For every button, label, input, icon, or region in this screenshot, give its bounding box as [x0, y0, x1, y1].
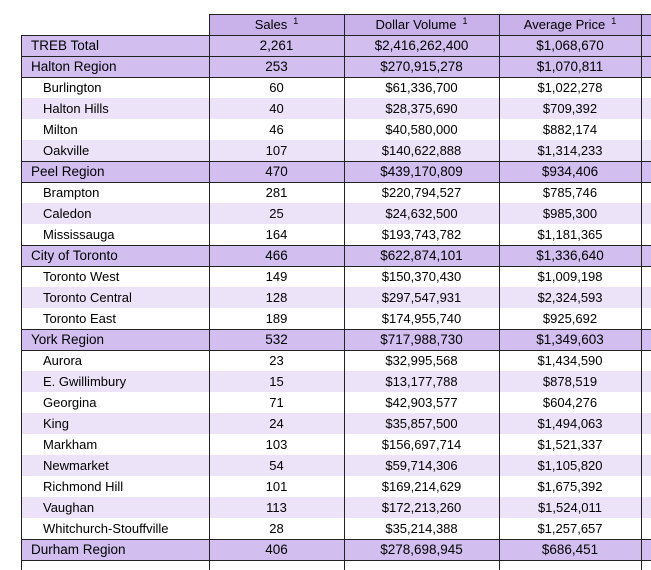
table-row — [21, 392, 651, 413]
row-extra-cell — [641, 329, 651, 350]
row-sales-cell: 23 — [209, 350, 344, 371]
row-extra-cell — [641, 434, 651, 455]
row-volume-cell: $35,214,388 — [344, 518, 499, 539]
row-extra-cell — [641, 287, 651, 308]
table-row — [21, 413, 651, 434]
row-extra-cell — [641, 140, 651, 161]
row-rule — [21, 182, 651, 183]
header-top-rule — [209, 14, 651, 15]
column-rule — [21, 35, 22, 570]
row-name-cell: Newmarket — [21, 455, 209, 476]
row-volume-cell: $61,336,700 — [344, 77, 499, 98]
header-average-price — [499, 14, 641, 35]
row-name-cell: City of Toronto — [21, 245, 209, 266]
row-volume-cell: $270,915,278 — [344, 56, 499, 77]
row-sales-cell: 189 — [209, 308, 344, 329]
row-average-price-cell: $1,070,811 — [499, 56, 641, 77]
row-average-price-cell: $785,746 — [499, 182, 641, 203]
row-name-cell: York Region — [21, 329, 209, 350]
table-row — [21, 224, 651, 245]
table-row — [21, 119, 651, 140]
row-rule — [21, 560, 651, 561]
column-rule — [344, 14, 345, 570]
row-sales-cell: 54 — [209, 455, 344, 476]
row-extra-cell — [641, 455, 651, 476]
header-extra-cell — [641, 14, 651, 35]
row-extra-cell — [641, 266, 651, 287]
row-average-price-cell: $709,392 — [499, 98, 641, 119]
row-volume-cell: $35,857,500 — [344, 413, 499, 434]
table-row — [21, 350, 651, 371]
row-sales-cell: 107 — [209, 140, 344, 161]
table-row — [21, 140, 651, 161]
row-rule — [21, 161, 651, 162]
row-average-price-cell: $1,675,392 — [499, 476, 641, 497]
header-sales-label: Sales — [254, 17, 288, 32]
row-sales-cell: 253 — [209, 56, 344, 77]
row-sales-cell: 466 — [209, 245, 344, 266]
row-rule — [21, 35, 651, 36]
row-volume-cell: $140,622,888 — [344, 140, 499, 161]
row-sales-cell: 2,261 — [209, 35, 344, 56]
row-extra-cell — [641, 35, 651, 56]
row-extra-cell — [641, 203, 651, 224]
row-name-cell: Oakville — [21, 140, 209, 161]
row-name-cell: Brampton — [21, 182, 209, 203]
row-average-price-cell: $1,257,657 — [499, 518, 641, 539]
row-name-cell: Georgina — [21, 392, 209, 413]
row-sales-cell: 24 — [209, 413, 344, 434]
row-name-cell: Whitchurch-Stouffville — [21, 518, 209, 539]
row-volume-cell: $278,698,945 — [344, 539, 499, 560]
region-row — [21, 161, 651, 182]
header-average-price-label: Average Price — [523, 17, 606, 32]
row-name-cell: King — [21, 413, 209, 434]
table-row — [21, 455, 651, 476]
row-name-cell: Aurora — [21, 350, 209, 371]
row-rule — [21, 266, 651, 267]
row-average-price-cell: $925,692 — [499, 308, 641, 329]
footnote-marker: 1 — [611, 16, 617, 26]
row-sales-cell: 25 — [209, 203, 344, 224]
row-name-cell: E. Gwillimbury — [21, 371, 209, 392]
row-extra-cell — [641, 518, 651, 539]
region-row — [21, 539, 651, 560]
row-volume-cell: $24,632,500 — [344, 203, 499, 224]
row-name-cell: Caledon — [21, 203, 209, 224]
row-extra-cell — [641, 476, 651, 497]
row-volume-cell: $156,697,714 — [344, 434, 499, 455]
row-extra-cell — [641, 182, 651, 203]
row-name-cell: Mississauga — [21, 224, 209, 245]
column-rule — [209, 14, 210, 570]
row-volume-cell: $622,874,101 — [344, 245, 499, 266]
row-average-price-cell: $1,349,603 — [499, 329, 641, 350]
column-rule — [641, 14, 642, 570]
row-sales-cell: 113 — [209, 497, 344, 518]
row-rule — [21, 56, 651, 57]
total-row — [21, 35, 651, 56]
row-name-cell: Burlington — [21, 77, 209, 98]
row-name-cell: Toronto West — [21, 266, 209, 287]
row-sales-cell: 470 — [209, 161, 344, 182]
row-extra-cell — [641, 161, 651, 182]
region-row — [21, 329, 651, 350]
row-volume-cell: $59,714,306 — [344, 455, 499, 476]
row-average-price-cell: $1,009,198 — [499, 266, 641, 287]
header-blank-cell — [21, 14, 209, 35]
row-sales-cell: 149 — [209, 266, 344, 287]
region-row — [21, 56, 651, 77]
table-row — [21, 182, 651, 203]
row-volume-cell: $172,213,260 — [344, 497, 499, 518]
row-average-price-cell: $1,181,365 — [499, 224, 641, 245]
row-extra-cell — [641, 497, 651, 518]
table-row — [21, 518, 651, 539]
footnote-marker: 1 — [293, 16, 299, 26]
row-volume-cell: $150,370,430 — [344, 266, 499, 287]
column-rule — [499, 14, 500, 570]
row-sales-cell: 40 — [209, 98, 344, 119]
row-extra-cell — [641, 350, 651, 371]
row-extra-cell — [641, 245, 651, 266]
row-average-price-cell: $2,324,593 — [499, 287, 641, 308]
row-average-price-cell: $985,300 — [499, 203, 641, 224]
table-row — [21, 287, 651, 308]
row-volume-cell: $439,170,809 — [344, 161, 499, 182]
row-volume-cell: $220,794,527 — [344, 182, 499, 203]
row-average-price-cell: $1,105,820 — [499, 455, 641, 476]
row-name-cell: Halton Hills — [21, 98, 209, 119]
row-extra-cell — [641, 98, 651, 119]
table-row — [21, 371, 651, 392]
row-extra-cell — [641, 308, 651, 329]
row-rule — [21, 77, 651, 78]
row-volume-cell: $42,903,577 — [344, 392, 499, 413]
region-row — [21, 245, 651, 266]
row-extra-cell — [641, 539, 651, 560]
row-volume-cell: $169,214,629 — [344, 476, 499, 497]
row-extra-cell — [641, 119, 651, 140]
table-row — [21, 266, 651, 287]
row-sales-cell: 281 — [209, 182, 344, 203]
row-volume-cell: $297,547,931 — [344, 287, 499, 308]
row-sales-cell: 28 — [209, 518, 344, 539]
row-rule — [21, 539, 651, 540]
row-average-price-cell: $1,524,011 — [499, 497, 641, 518]
row-volume-cell: $28,375,690 — [344, 98, 499, 119]
row-sales-cell: 128 — [209, 287, 344, 308]
row-average-price-cell: $882,174 — [499, 119, 641, 140]
header-dollar-volume — [344, 14, 499, 35]
row-average-price-cell: $604,276 — [499, 392, 641, 413]
table-row — [21, 98, 651, 119]
row-average-price-cell: $1,494,063 — [499, 413, 641, 434]
table-row — [21, 497, 651, 518]
row-average-price-cell: $1,068,670 — [499, 35, 641, 56]
row-volume-cell: $40,580,000 — [344, 119, 499, 140]
row-sales-cell: 103 — [209, 434, 344, 455]
table-row — [21, 434, 651, 455]
row-average-price-cell: $1,521,337 — [499, 434, 641, 455]
row-sales-cell: 164 — [209, 224, 344, 245]
row-rule — [21, 329, 651, 330]
row-volume-cell: $13,177,788 — [344, 371, 499, 392]
row-sales-cell: 532 — [209, 329, 344, 350]
header-dollar-volume-label: Dollar Volume — [375, 17, 457, 32]
row-average-price-cell: $878,519 — [499, 371, 641, 392]
row-name-cell: Vaughan — [21, 497, 209, 518]
row-name-cell: Markham — [21, 434, 209, 455]
row-sales-cell: 71 — [209, 392, 344, 413]
row-sales-cell: 60 — [209, 77, 344, 98]
row-name-cell: Halton Region — [21, 56, 209, 77]
row-rule — [21, 245, 651, 246]
row-extra-cell — [641, 77, 651, 98]
footnote-marker: 1 — [462, 16, 468, 26]
row-average-price-cell: $686,451 — [499, 539, 641, 560]
row-extra-cell — [641, 371, 651, 392]
row-sales-cell: 46 — [209, 119, 344, 140]
row-average-price-cell: $934,406 — [499, 161, 641, 182]
row-volume-cell: $717,988,730 — [344, 329, 499, 350]
row-extra-cell — [641, 392, 651, 413]
table-row — [21, 77, 651, 98]
row-name-cell: Durham Region — [21, 539, 209, 560]
row-sales-cell: 101 — [209, 476, 344, 497]
row-extra-cell — [641, 413, 651, 434]
row-extra-cell — [641, 224, 651, 245]
table-row — [21, 308, 651, 329]
row-sales-cell: 406 — [209, 539, 344, 560]
row-name-cell: Toronto Central — [21, 287, 209, 308]
row-volume-cell: $2,416,262,400 — [344, 35, 499, 56]
table-row — [21, 203, 651, 224]
row-name-cell: TREB Total — [21, 35, 209, 56]
row-sales-cell: 15 — [209, 371, 344, 392]
row-average-price-cell: $1,022,278 — [499, 77, 641, 98]
row-average-price-cell: $1,336,640 — [499, 245, 641, 266]
header-sales — [209, 14, 344, 35]
row-name-cell: Milton — [21, 119, 209, 140]
row-extra-cell — [641, 56, 651, 77]
row-rule — [21, 350, 651, 351]
table-header-row — [21, 14, 651, 35]
row-volume-cell: $174,955,740 — [344, 308, 499, 329]
row-name-cell: Peel Region — [21, 161, 209, 182]
row-volume-cell: $193,743,782 — [344, 224, 499, 245]
row-average-price-cell: $1,314,233 — [499, 140, 641, 161]
row-name-cell: Toronto East — [21, 308, 209, 329]
row-volume-cell: $32,995,568 — [344, 350, 499, 371]
row-average-price-cell: $1,434,590 — [499, 350, 641, 371]
row-name-cell: Richmond Hill — [21, 476, 209, 497]
table-row — [21, 476, 651, 497]
